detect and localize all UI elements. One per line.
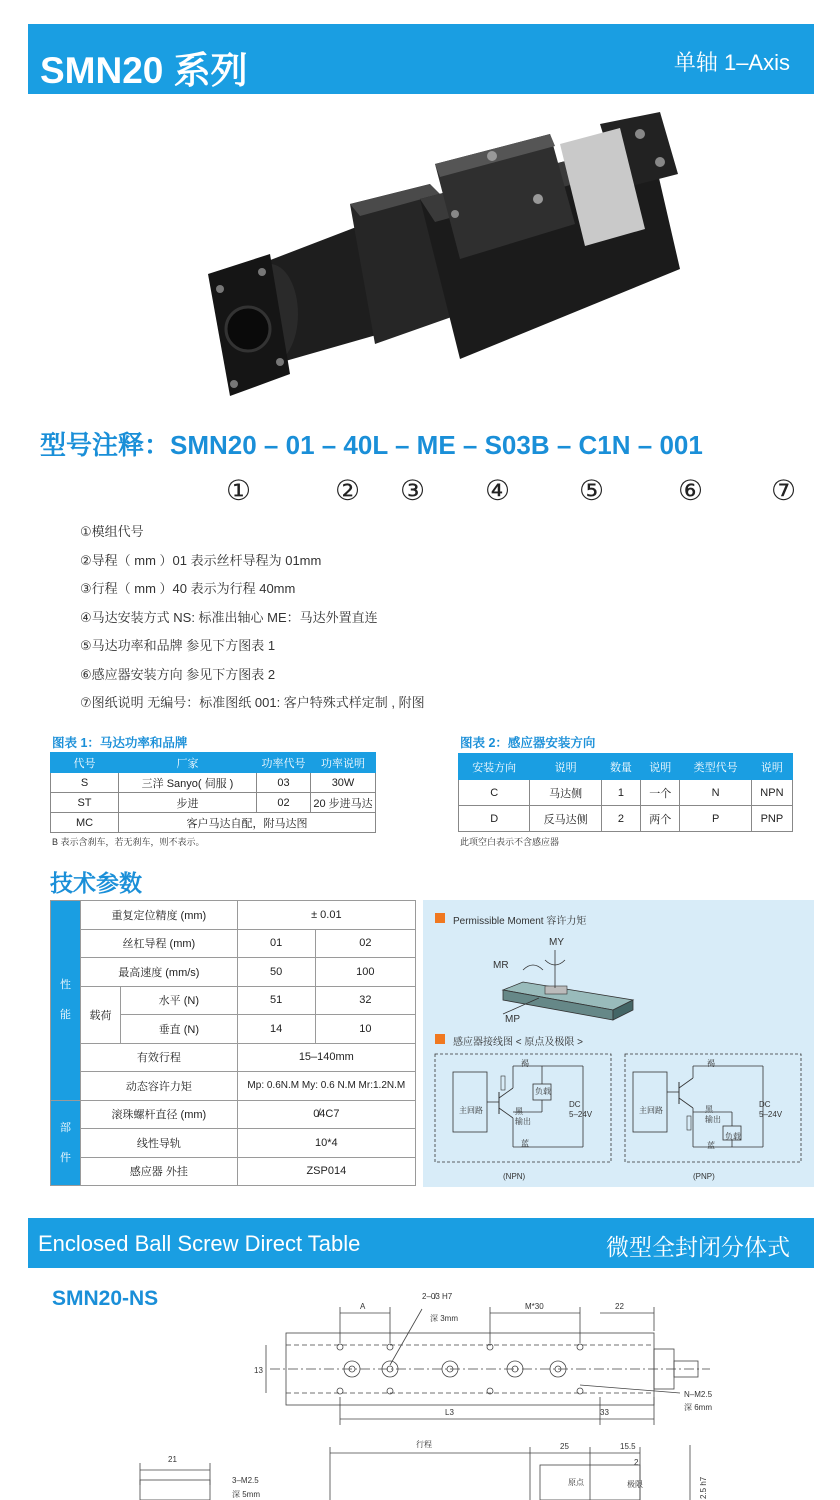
product-image	[200, 104, 690, 410]
marker-1: ①	[226, 474, 252, 507]
moment-title: Permissible Moment 容许力矩	[453, 916, 587, 927]
pnp-output: 输出	[705, 1115, 721, 1124]
dim-m3: 3–M2.5	[232, 1476, 259, 1485]
table2-cell: 反马达侧	[530, 806, 601, 832]
table2-cell: 一个	[641, 780, 680, 806]
table2-caption: 图表 2：感应器安装方向	[460, 736, 596, 750]
dim-155: 15.5	[620, 1442, 636, 1451]
dim-22: 22	[615, 1302, 624, 1311]
label-mr: MR	[493, 960, 509, 971]
table2-cell: 两个	[641, 806, 680, 832]
marker-4: ④	[485, 474, 511, 507]
dim-a: A	[360, 1302, 366, 1311]
spec-value: 100	[315, 958, 415, 987]
spec-value: 10*4	[237, 1129, 415, 1158]
table-row	[51, 929, 416, 958]
spec-value: 02	[315, 929, 415, 958]
table1-cell: 30W	[311, 773, 376, 793]
spec-value: 0̸4C7	[237, 1100, 415, 1129]
table-row	[51, 1157, 416, 1186]
note-item: ②导程（ mm ）01 表示丝杆导程为 01mm	[80, 552, 322, 568]
table-row	[51, 901, 416, 930]
spec-label: 动态容许力矩	[81, 1072, 238, 1101]
pnp-blue: 蓝	[707, 1141, 715, 1150]
spec-value: 15–140mm	[237, 1043, 415, 1072]
page-subtitle: 单轴 1–Axis	[673, 50, 790, 75]
dim-h7: 2.5 h7	[699, 1476, 708, 1499]
table-row	[51, 773, 376, 793]
wiring-title: 感应器接线图 < 原点及极限 >	[453, 1037, 584, 1048]
table1-cell: 20 步进马达	[311, 793, 376, 813]
table1-cell: 02	[257, 793, 311, 813]
model-notes	[80, 522, 780, 722]
header-banner	[28, 24, 814, 94]
spec-value: 50	[237, 958, 315, 987]
spec-label: 水平 (N)	[121, 986, 238, 1015]
pnp-load: 负载	[725, 1132, 741, 1141]
npn-voltage: 5–24V	[569, 1110, 593, 1119]
npn-label: (NPN)	[503, 1172, 526, 1181]
table2-header: 说明	[530, 754, 601, 780]
table2-cell: N	[680, 780, 751, 806]
section2-title: Enclosed Ball Screw Direct Table	[38, 1231, 361, 1256]
table1-cell: S	[51, 773, 119, 793]
spec-label-load: 载荷	[81, 986, 121, 1043]
spec-group-performance	[51, 901, 81, 1101]
table1-cell: 客户马达自配，附马达图	[119, 813, 376, 833]
marker-5: ⑤	[579, 474, 605, 507]
pnp-main-circuit: 主回路	[639, 1106, 663, 1115]
note-item: ③行程（ mm ）40 表示为行程 40mm	[80, 581, 296, 596]
table2	[458, 753, 793, 832]
table1-footnote: B 表示含刹车，若无刹车，则不表示。	[52, 837, 205, 847]
table1-header: 代号	[51, 753, 119, 773]
npn-output: 输出	[515, 1117, 531, 1126]
table-row	[51, 813, 376, 833]
spec-group-label: 部件	[60, 1121, 71, 1164]
spec-value: 32	[315, 986, 415, 1015]
spec-value: ± 0.01	[237, 901, 415, 930]
note-item: ④马达安装方式 NS: 标准出轴心 ME：马达外置直连	[80, 609, 378, 625]
table2-cell: 1	[601, 780, 640, 806]
spec-label: 重复定位精度 (mm)	[81, 901, 238, 930]
spec-value: 10	[315, 1015, 415, 1044]
pnp-brown: 褐	[707, 1059, 715, 1068]
pnp-dc: DC	[759, 1100, 771, 1109]
dim-l3: L3	[445, 1408, 454, 1417]
npn-load: 负载	[535, 1087, 551, 1096]
technical-drawing	[100, 1285, 814, 1500]
note-item: ⑤马达功率和品牌 参见下方图表 1	[80, 638, 276, 653]
spec-label: 丝杠导程 (mm)	[81, 929, 238, 958]
table2-header: 数量	[601, 754, 640, 780]
spec-title: 技术参数	[50, 870, 142, 896]
spec-label: 感应器 外挂	[81, 1157, 238, 1186]
table-row	[51, 1072, 416, 1101]
label-my: MY	[549, 937, 564, 948]
marker-7: ⑦	[771, 474, 797, 507]
spec-value: 01	[237, 929, 315, 958]
model-subtitle: SMN20-NS	[52, 1287, 159, 1310]
note-item: ⑦图纸说明 无编号：标准图纸 001: 客户特殊式样定制 , 附图	[80, 695, 425, 710]
table1-cell: MC	[51, 813, 119, 833]
npn-black: 黑	[515, 1107, 523, 1116]
npn-dc: DC	[569, 1100, 581, 1109]
table2-cell: C	[459, 780, 530, 806]
spec-label: 线性导轨	[81, 1129, 238, 1158]
table1-cell: 03	[257, 773, 311, 793]
table2-cell: 2	[601, 806, 640, 832]
dim-depth1: 深 3mm	[430, 1314, 458, 1323]
label-origin: 原点	[568, 1478, 584, 1487]
table2-cell: P	[680, 806, 751, 832]
marker-2: ②	[335, 474, 361, 507]
table1	[50, 752, 376, 833]
dim-2: 2	[634, 1458, 639, 1467]
npn-blue: 蓝	[521, 1139, 529, 1148]
table1-caption: 图表 1：马达功率和品牌	[52, 736, 188, 750]
spec-value: ZSP014	[237, 1157, 415, 1186]
label-mp: MP	[505, 1014, 520, 1025]
spec-value: Mp: 0.6N.M My: 0.6 N.M Mr:1.2N.M	[237, 1072, 415, 1101]
marker-6: ⑥	[678, 474, 704, 507]
diagram-panel	[423, 900, 814, 1187]
dim-depth3: 深 5mm	[232, 1490, 260, 1499]
pnp-black: 黑	[705, 1105, 713, 1114]
table1-header: 厂家	[119, 753, 257, 773]
table2-cell: D	[459, 806, 530, 832]
dim-stroke: 行程	[416, 1440, 432, 1449]
table-row	[51, 1100, 416, 1129]
bullet-icon	[435, 1034, 445, 1044]
dim-hole1: 2–0̸3 H7	[422, 1292, 453, 1301]
spec-value: 51	[237, 986, 315, 1015]
table2-header: 说明	[641, 754, 680, 780]
npn-main-circuit: 主回路	[459, 1106, 483, 1115]
spec-group-label: 性能	[60, 979, 71, 1022]
dim-depth2: 深 6mm	[684, 1403, 712, 1412]
spec-label: 有效行程	[81, 1043, 238, 1072]
table1-header: 功率代号	[257, 753, 311, 773]
dim-21: 21	[168, 1455, 177, 1464]
table1-header: 功率说明	[311, 753, 376, 773]
table-row	[459, 780, 793, 806]
table2-header: 类型代号	[680, 754, 751, 780]
marker-3: ③	[400, 474, 426, 507]
table2-footnote: 此项空白表示不含感应器	[460, 837, 560, 847]
table-row	[51, 1043, 416, 1072]
spec-table	[50, 900, 416, 1186]
note-item: ①模组代号	[80, 524, 144, 539]
table-row	[51, 958, 416, 987]
dim-25: 25	[560, 1442, 569, 1451]
spec-label: 垂直 (N)	[121, 1015, 238, 1044]
npn-brown: 褐	[521, 1059, 529, 1068]
table-row	[51, 1129, 416, 1158]
dim-m30: M*30	[525, 1302, 544, 1311]
spec-label: 滚珠螺杆直径 (mm)	[81, 1100, 238, 1129]
table-row	[51, 793, 376, 813]
spec-value: 14	[237, 1015, 315, 1044]
table-row	[51, 986, 416, 1015]
table2-header: 说明	[751, 754, 792, 780]
table2-cell: NPN	[751, 780, 792, 806]
table2-cell: PNP	[751, 806, 792, 832]
pnp-voltage: 5–24V	[759, 1110, 783, 1119]
spec-label: 最高速度 (mm/s)	[81, 958, 238, 987]
spec-group-parts	[51, 1100, 81, 1186]
table2-header: 安装方向	[459, 754, 530, 780]
model-code: 型号注释：SMN20 – 01 – 40L – ME – S03B – C1N – 001	[40, 430, 703, 460]
pnp-label: (PNP)	[693, 1172, 715, 1181]
dim-13: 13	[254, 1366, 263, 1375]
table2-cell: 马达侧	[530, 780, 601, 806]
dim-33: 33	[600, 1408, 609, 1417]
table1-cell: ST	[51, 793, 119, 813]
page-title: SMN20 系列	[40, 50, 248, 91]
table1-cell: 三洋 Sanyo( 伺服 )	[119, 773, 257, 793]
note-item: ⑥感应器安装方向 参见下方图表 2	[80, 666, 276, 682]
table-row	[459, 806, 793, 832]
section2-subtitle: 微型全封闭分体式	[606, 1234, 790, 1260]
label-limit: 极限	[627, 1480, 643, 1489]
dim-nm: N–M2.5	[684, 1390, 713, 1399]
table1-cell: 步进	[119, 793, 257, 813]
section2-banner	[28, 1218, 814, 1268]
bullet-icon	[435, 913, 445, 923]
